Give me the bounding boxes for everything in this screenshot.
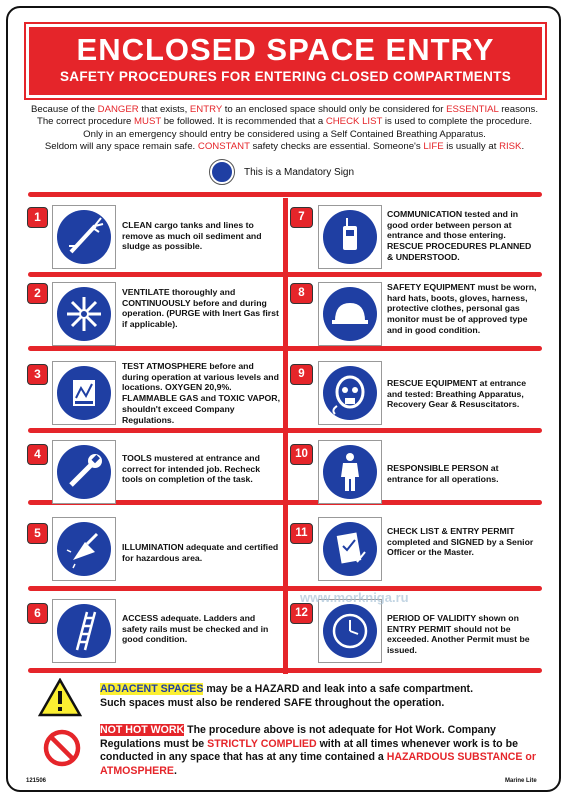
lamp-icon xyxy=(52,517,116,581)
ladder-icon xyxy=(52,599,116,663)
breathing-apparatus-icon xyxy=(318,361,382,425)
item-number: 3 xyxy=(27,364,48,385)
mandatory-dot-icon xyxy=(210,160,234,184)
clock-icon xyxy=(318,599,382,663)
radio-icon xyxy=(318,205,382,269)
item-number: 6 xyxy=(27,603,48,624)
warning-triangle-icon xyxy=(38,678,82,718)
item-number: 2 xyxy=(27,283,48,304)
brand-label: Marine Lite xyxy=(505,778,537,784)
item-text: CHECK LIST & ENTRY PERMIT completed and SIGNED by a Senior Officer or the Master. xyxy=(387,526,534,558)
intro-paragraph: Because of the DANGER that exists, ENTRY to an enclosed space should only be considered for ESSENTIAL reasons. The correct procedure MUST be followed. It is recommended that a CHECK LIST is used to complete the procedure. Only in an emergency should entry be considered using a Self Contained Breathing Apparatus. Seldom will any space remain safe. CONSTANT safety checks are essential. Someone's LIFE is usually at RISK. xyxy=(31,104,538,152)
item-number: 5 xyxy=(27,523,48,544)
fan-icon xyxy=(52,282,116,346)
item-number: 7 xyxy=(290,207,313,228)
item-text: SAFETY EQUIPMENT must be worn, hard hats, boots, gloves, harness, protective clothes, personal gas monitor must be of approved type and in good condition. xyxy=(387,282,537,335)
person-icon xyxy=(318,440,382,504)
prohibition-icon xyxy=(42,728,82,768)
hard-hat-icon xyxy=(318,282,382,346)
wrench-icon xyxy=(52,440,116,504)
mandatory-sign-legend xyxy=(210,160,354,184)
page-title: ENCLOSED SPACE ENTRY xyxy=(76,32,495,67)
item-number: 1 xyxy=(27,207,48,228)
item-text: TOOLS mustered at entrance and correct for intended job. Recheck tools on completion of the task. xyxy=(122,453,261,485)
item-text: VENTILATE thoroughly and CONTINUOUSLY before and during operation. (PURGE with Inert Gas first if applicable). xyxy=(122,287,279,330)
item-text: CLEAN cargo tanks and lines to remove as much oil sediment and sludge as possible. xyxy=(122,220,262,252)
item-text: TEST ATMOSPHERE before and during operation at various levels and locations. OXYGEN 20,9%. FLAMMABLE GAS and TOXIC VAPOR, shouldn't exceed Company Regulations. xyxy=(122,361,280,425)
column-divider xyxy=(283,198,288,674)
adjacent-spaces-warning: ADJACENT SPACES may be a HAZARD and leak into a safe compartment. Such spaces must also be rendered SAFE throughout the operation. xyxy=(100,683,474,709)
item-number: 4 xyxy=(27,444,48,465)
item-text: ACCESS adequate. Ladders and safety rails must be checked and in good condition. xyxy=(122,613,269,645)
product-code: 121506 xyxy=(26,778,47,784)
item-text: RESPONSIBLE PERSON at entrance for all operations. xyxy=(387,463,499,484)
header-banner xyxy=(26,24,545,98)
torch-icon xyxy=(52,205,116,269)
page-subtitle: SAFETY PROCEDURES FOR ENTERING CLOSED COMPARTMENTS xyxy=(59,69,512,84)
checklist-icon xyxy=(318,517,382,581)
divider-bar xyxy=(28,192,542,197)
item-text: PERIOD OF VALIDITY shown on ENTRY PERMIT should not be exceeded. Another Permit must be issued. xyxy=(387,613,530,656)
item-number: 11 xyxy=(290,523,313,544)
item-text: RESCUE EQUIPMENT at entrance and tested: Breathing Apparatus, Recovery Gear & Resuscitators. xyxy=(387,378,527,410)
gas-monitor-icon xyxy=(52,361,116,425)
item-number: 10 xyxy=(290,444,313,465)
item-number: 12 xyxy=(290,603,313,624)
item-number: 9 xyxy=(290,364,313,385)
item-number: 8 xyxy=(290,283,313,304)
mandatory-label: This is a Mandatory Sign xyxy=(244,166,355,178)
not-hot-work-notice: NOT HOT WORK The procedure above is not adequate for Hot Work. Company Regulations must be STRICTLY COMPLIED with at all times whenever work is to be conducted in any space that has at any time contained a HAZARDOUS SUBSTANCE or ATMOSPHERE. xyxy=(100,724,536,777)
item-text: COMMUNICATION tested and in good order between person at entrance and those entering. RESCUE PROCEDURES PLANNED & UNDERSTOOD. xyxy=(387,209,532,262)
watermark: www.morkniga.ru xyxy=(300,590,409,605)
item-text: ILLUMINATION adequate and certified for hazardous area. xyxy=(122,542,279,563)
